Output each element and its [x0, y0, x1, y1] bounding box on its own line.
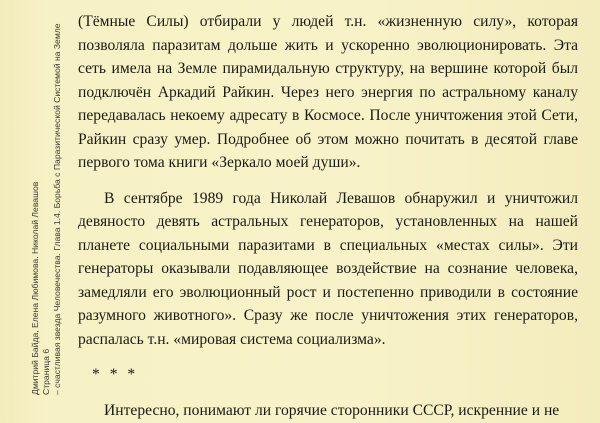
margin-line-chapter: – счастливая звезда Человечества. Глава 1.4. Борьба с Паразитической Системой на Земле [52, 23, 62, 395]
paragraph-ussr: Интересно, понимают ли горячие сторонники СССР, искренние и не [104, 401, 560, 419]
paragraph-generators: В сентябре 1989 года Николай Левашов обнаружил и уничтожил девяносто девять астральных генераторов, установленных на нашей планете социальными паразитами в специальных «местах силы». Эти генераторы оказывали подавляющее воздействие на сознание человека, замедляли его эволюционный рост и постепенно приводили в состояние разумного животного». Сразу же после уничтожения этих генераторов, распалась т.н. «мировая система социализма». [78, 189, 578, 348]
margin-running-header [30, 25, 63, 395]
paragraph-gap [78, 387, 578, 399]
section-separator: * * * [92, 366, 139, 383]
body-text [78, 10, 578, 422]
margin-line-page: Страница 6 [41, 348, 51, 395]
paragraph-continuation: (Тёмные Силы) отбирали у людей т.н. «жизненную силу», которая позволяла паразитам дольше жить и ускоренно эволюционировать. Эта сеть имела на Земле пирамидальную структуру, на вершине которой был подключён Аркадий Райкин. Через него энергия по астральному каналу передавалась некоему адресату в Космосе. После уничтожения этой Сети, Райкин сразу умер. Подробнее об этом можно почитать в десятой главе первого тома книги «Зеркало моей души». [78, 13, 578, 171]
margin-line-author: Дмитрий Байда, Елена Любимова. Николай Левашов [30, 181, 40, 395]
page-margin-header [0, 0, 60, 423]
paragraph-gap [78, 175, 578, 187]
paragraph-gap [78, 351, 578, 363]
